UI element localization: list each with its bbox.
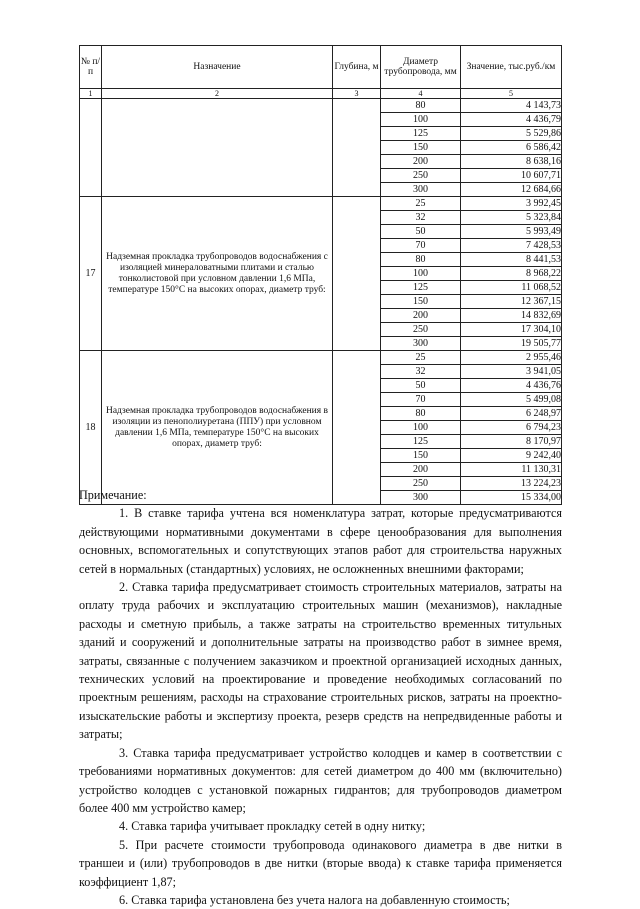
table-row — [80, 351, 562, 365]
table-row — [80, 197, 562, 211]
value-cell: 8 441,53 — [461, 253, 562, 267]
value-cell: 8 170,97 — [461, 435, 562, 449]
value-cell: 5 323,84 — [461, 211, 562, 225]
diameter-cell: 300 — [381, 491, 461, 505]
diameter-cell: 80 — [381, 407, 461, 421]
diameter-cell: 125 — [381, 435, 461, 449]
value-cell: 7 428,53 — [461, 239, 562, 253]
note-item: 4. Ставка тарифа учитывает прокладку сетей в одну нитку; — [119, 819, 426, 834]
diameter-cell: 100 — [381, 421, 461, 435]
header-name: Назначение — [102, 46, 333, 89]
row-depth — [333, 351, 381, 505]
column-number: 2 — [102, 89, 333, 99]
header-num: № п/п — [80, 46, 102, 89]
tariff-body — [80, 99, 562, 505]
diameter-cell: 125 — [381, 127, 461, 141]
diameter-cell: 100 — [381, 267, 461, 281]
note-item: 1. В ставке тарифа учтена вся номенклатура затрат, которые предусматриваются действующими нормативными документами в сфере ценообразования для выполнения основных, вспомогательных и сопутствующих этапов работ для строительства наружных сетей в нормальных (стандартных) условиях, не осложненных внешними факторами; — [79, 506, 562, 576]
row-depth — [333, 99, 381, 197]
diameter-cell: 250 — [381, 323, 461, 337]
value-cell: 15 334,00 — [461, 491, 562, 505]
value-cell: 6 248,97 — [461, 407, 562, 421]
value-cell: 9 242,40 — [461, 449, 562, 463]
column-number: 3 — [333, 89, 381, 99]
row-index: 17 — [80, 197, 102, 351]
value-cell: 8 638,16 — [461, 155, 562, 169]
notes-title: Примечание: — [79, 488, 147, 502]
note-item: 2. Ставка тарифа предусматривает стоимость строительных материалов, затраты на оплату труда рабочих и эксплуатацию строительных машин (механизмов), накладные расходы и сметную прибыль, а также затраты на строительство временных титульных зданий и сооружений и дополнительные затраты на производство работ в зимнее время, затраты, связанные с получением заказчиком и проектной организацией исходных данных, технических условий на проектирование и проведение необходимых согласований по проектным решениям, расходы на страхование строительных рисков, затраты на проектно-изыскательские работы и экспертизу проекта, резерв средств на непредвиденные работы и затраты; — [79, 580, 562, 742]
diameter-cell: 100 — [381, 113, 461, 127]
diameter-cell: 200 — [381, 155, 461, 169]
row-description: Надземная прокладка трубопроводов водоснабжения с изоляцией минераловатными плитами и сталью тонколистовой при условном давлении 1,6 МПа, температуре 150°С на высоких опорах, диаметр труб: — [102, 197, 333, 351]
value-cell: 11 068,52 — [461, 281, 562, 295]
diameter-cell: 150 — [381, 295, 461, 309]
notes-section — [79, 486, 562, 909]
value-cell: 4 143,73 — [461, 99, 562, 113]
value-cell: 3 992,45 — [461, 197, 562, 211]
header-diameter: Диаметр трубопровода, мм — [381, 46, 461, 89]
column-number: 1 — [80, 89, 102, 99]
header-depth: Глубина, м — [333, 46, 381, 89]
value-cell: 8 968,22 — [461, 267, 562, 281]
column-number: 4 — [381, 89, 461, 99]
row-description: Надземная прокладка трубопроводов водоснабжения в изоляции из пенополиуретана (ППУ) при условном давлении 1,6 МПа, температуре 150°С на высоких опорах, диаметр труб: — [102, 351, 333, 505]
diameter-cell: 50 — [381, 225, 461, 239]
row-description — [102, 99, 333, 197]
row-index — [80, 99, 102, 197]
value-cell: 6 586,42 — [461, 141, 562, 155]
row-index: 18 — [80, 351, 102, 505]
diameter-cell: 25 — [381, 197, 461, 211]
value-cell: 4 436,76 — [461, 379, 562, 393]
value-cell: 3 941,05 — [461, 365, 562, 379]
diameter-cell: 300 — [381, 337, 461, 351]
value-cell: 5 529,86 — [461, 127, 562, 141]
diameter-cell: 70 — [381, 393, 461, 407]
value-cell: 14 832,69 — [461, 309, 562, 323]
value-cell: 6 794,23 — [461, 421, 562, 435]
diameter-cell: 300 — [381, 183, 461, 197]
value-cell: 17 304,10 — [461, 323, 562, 337]
value-cell: 13 224,23 — [461, 477, 562, 491]
value-cell: 5 499,08 — [461, 393, 562, 407]
column-number: 5 — [461, 89, 562, 99]
note-item: 5. При расчете стоимости трубопровода одинакового диаметра в две нитки в траншеи и (или) трубопроводов в две нитки (вторые ввода) к ставке тарифа применяется коэффициент 1,87; — [79, 837, 562, 889]
diameter-cell: 250 — [381, 477, 461, 491]
value-cell: 11 130,31 — [461, 463, 562, 477]
diameter-cell: 150 — [381, 449, 461, 463]
value-cell: 4 436,79 — [461, 113, 562, 127]
diameter-cell: 50 — [381, 379, 461, 393]
diameter-cell: 70 — [381, 239, 461, 253]
diameter-cell: 80 — [381, 99, 461, 113]
diameter-cell: 200 — [381, 463, 461, 477]
diameter-cell: 125 — [381, 281, 461, 295]
tariff-table — [79, 45, 562, 505]
value-cell: 12 367,15 — [461, 295, 562, 309]
value-cell: 19 505,77 — [461, 337, 562, 351]
note-item: 6. Ставка тарифа установлена без учета налога на добавленную стоимость; — [119, 892, 510, 907]
diameter-cell: 80 — [381, 253, 461, 267]
diameter-cell: 32 — [381, 211, 461, 225]
value-cell: 5 993,49 — [461, 225, 562, 239]
table-row — [80, 99, 562, 113]
diameter-cell: 200 — [381, 309, 461, 323]
value-cell: 2 955,46 — [461, 351, 562, 365]
note-item: 3. Ставка тарифа предусматривает устройство колодцев и камер в соответствии с требованиями нормативных документов: для сетей диаметром до 400 мм (включительно) устройство колодцев с установкой пожарных гидрантов; для трубопроводов диаметром более 400 мм устройство камер; — [79, 745, 562, 815]
header-value: Значение, тыс.руб./км — [461, 46, 562, 89]
diameter-cell: 25 — [381, 351, 461, 365]
row-depth — [333, 197, 381, 351]
value-cell: 10 607,71 — [461, 169, 562, 183]
diameter-cell: 150 — [381, 141, 461, 155]
value-cell: 12 684,66 — [461, 183, 562, 197]
diameter-cell: 32 — [381, 365, 461, 379]
diameter-cell: 250 — [381, 169, 461, 183]
